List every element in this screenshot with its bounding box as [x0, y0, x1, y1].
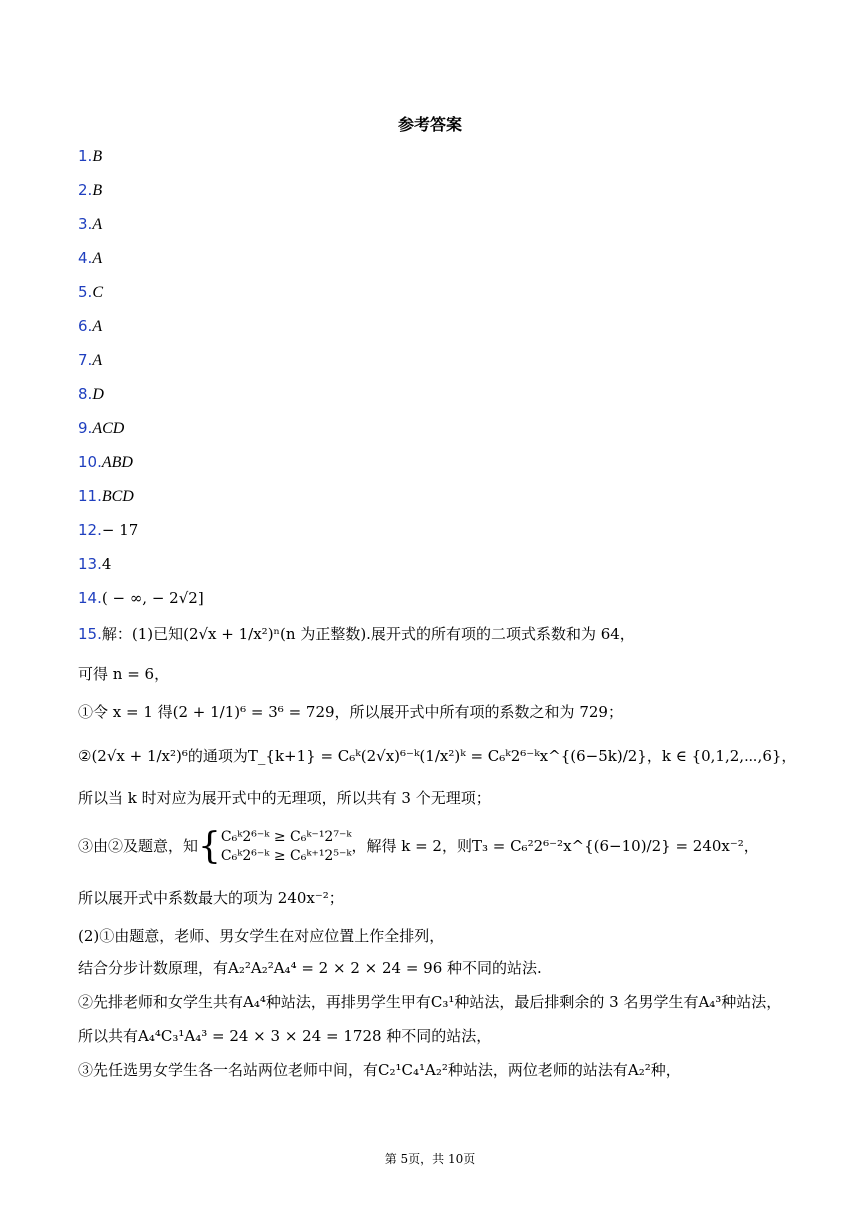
answer-12 [78, 520, 138, 540]
answer-7 [78, 350, 102, 371]
answer-4 [78, 248, 102, 269]
answer-value: A [92, 250, 103, 267]
answer-number: 11. [78, 487, 102, 505]
solution-text: ③由②及题意，知 [78, 837, 199, 855]
answer-number: 15. [78, 625, 102, 643]
solution-line-7 [78, 888, 344, 908]
answer-10 [78, 452, 133, 473]
answer-number: 8. [78, 385, 93, 403]
solution-line-10 [78, 992, 781, 1012]
inequality-system [221, 828, 352, 866]
answer-value: A [92, 216, 103, 233]
solution-text: 所以展开式中系数最大的项为 240x⁻²； [78, 889, 344, 907]
answer-number: 13. [78, 555, 102, 573]
solution-line-9 [78, 958, 542, 978]
solution-line-3 [78, 702, 623, 722]
answer-number: 10. [78, 453, 102, 471]
answer-value: B [92, 182, 103, 199]
answer-14 [78, 588, 204, 608]
answer-value: ABD [101, 454, 133, 471]
answer-13 [78, 554, 111, 574]
answer-value: B [92, 148, 103, 165]
solution-text: ②先排老师和女学生共有A₄⁴种站法，再排男学生甲有C₃¹种站法，最后排剩余的 3 名男学生有A₄³种站法， [78, 993, 782, 1011]
brace-symbol: { [198, 826, 221, 867]
solution-text: ③先任选男女学生各一名站两位老师中间，有C₂¹C₄¹A₂²种站法，两位老师的站法有A₂²种， [78, 1061, 681, 1079]
solution-text: (2)①由题意，老师、男女学生在对应位置上作全排列， [78, 927, 445, 945]
answer-6 [78, 316, 102, 337]
solution-text: 可得 n = 6， [78, 665, 170, 683]
answer-number: 7. [78, 351, 93, 369]
answer-number: 1. [78, 147, 93, 165]
solution-text: ②(2√x + 1/x²)⁶的通项为T_{k+1} = C₆ᵏ(2√x)⁶⁻ᵏ(1/x²)ᵏ = C₆ᵏ2⁶⁻ᵏx^{(6−5k)/2}，k ∈ {0,1,2,⋯,6}， [78, 747, 797, 765]
answer-value: 4 [101, 555, 112, 573]
answer-number: 4. [78, 249, 93, 267]
answer-number: 2. [78, 181, 93, 199]
page-title: 参考答案 [397, 115, 462, 134]
inequality-1: C₆ᵏ2⁶⁻ᵏ ≥ C₆ᵏ⁻¹2⁷⁻ᵏ [220, 829, 352, 845]
answer-number: 12. [78, 521, 102, 539]
answer-number: 14. [78, 589, 102, 607]
solution-text: ①令 x = 1 得(2 + 1/1)⁶ = 3⁶ = 729，所以展开式中所有项的系数之和为 729； [78, 703, 623, 721]
answer-value: A [92, 318, 103, 335]
solution-line-12 [78, 1060, 681, 1080]
solution-text: ，解得 k = 2，则T₃ = C₆²2⁶⁻²x^{(6−10)/2} = 240x⁻²， [351, 837, 759, 855]
answer-3 [78, 214, 102, 235]
answer-2 [78, 180, 102, 201]
solution-text: 解：(1)已知(2√x + 1/x²)ⁿ(n 为正整数).展开式的所有项的二项式系数和为 64， [101, 625, 635, 643]
answer-value: C [92, 284, 103, 301]
inequality-2: C₆ᵏ2⁶⁻ᵏ ≥ C₆ᵏ⁺¹2⁵⁻ᵏ [220, 848, 352, 864]
answer-value: D [92, 386, 104, 403]
page-footer: 第 5页，共 10页 [384, 1152, 476, 1166]
answer-value: ( − ∞, − 2√2] [101, 589, 204, 607]
answer-9 [78, 418, 124, 439]
answer-number: 9. [78, 419, 93, 437]
answer-5 [78, 282, 103, 303]
answer-11 [78, 486, 134, 507]
solution-line-8 [78, 926, 444, 946]
answer-8 [78, 384, 104, 405]
answer-number: 5. [78, 283, 93, 301]
solution-line-2 [78, 664, 169, 684]
solution-text: 所以共有A₄⁴C₃¹A₄³ = 24 × 3 × 24 = 1728 种不同的站法， [78, 1027, 492, 1045]
solution-line-11 [78, 1026, 491, 1046]
answer-number: 6. [78, 317, 93, 335]
solution-line-6 [78, 826, 759, 866]
answer-value: − 17 [101, 521, 139, 539]
answer-value: A [92, 352, 103, 369]
solution-line-1 [78, 624, 635, 644]
answer-number: 3. [78, 215, 93, 233]
solution-line-5 [78, 788, 491, 808]
answer-value: BCD [101, 488, 134, 505]
answer-value: ACD [92, 420, 125, 437]
solution-line-4 [78, 746, 796, 766]
solution-text: 结合分步计数原理，有A₂²A₂²A₄⁴ = 2 × 2 × 24 = 96 种不同的站法. [78, 959, 542, 977]
answer-1 [78, 146, 102, 167]
solution-text: 所以当 k 时对应为展开式中的无理项，所以共有 3 个无理项； [78, 789, 491, 807]
